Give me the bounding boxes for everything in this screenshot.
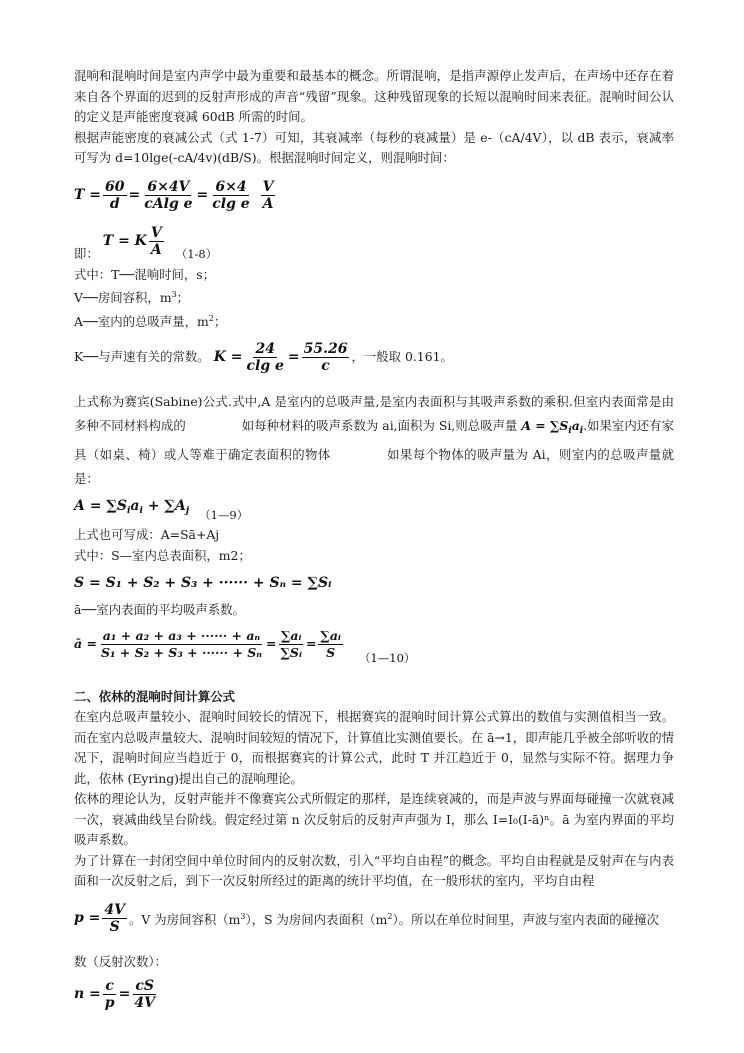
- equation-reflection-count: n = $\frac{c}{p}$ = $\frac{cS}{4V}$: [74, 977, 155, 1011]
- paragraph-eyring-intro: 在室内总吸声量较小、混响时间较长的情况下，根据赛宾的混响时间计算公式算出的数值与实测值相当一致。而在室内总吸声量较大、混响时间较短的情况下，计算值比实测值要长。在 ā→1，即声能几乎被全部听收的情况下，混响时间应当趋近于 0，而根据赛宾的计算公式，此时 T 并江趋近于 0，显然与实际不符。据理力争此，依林 (Eyring)提出自己的混响理论。: [74, 709, 674, 786]
- equation-1-9: $A = \sum S_ia_i + \sum A_j$ （1—9）: [74, 498, 249, 522]
- definition-a: A──室内的总吸声量，$m^2$；: [74, 313, 227, 329]
- definition-v: V──房间容积，$m^3$；: [74, 290, 190, 305]
- paragraph-decay-formula: 根据声能密度的衰减公式（式 1-7）可知，其衰减率（每秒的衰减量）是 e-（cA/4V），以 dB 表示，衰减率可写为 d=10lge(-cA/4v)(dB/S)。根据混响时间定义，则混响时间：: [74, 129, 674, 165]
- document-page: [74, 66, 674, 1016]
- paragraph-sabine: 上式称为赛宾(Sabine)公式.式中,A 是室内的总吸声量,是室内表面积与其吸声系数的乘积.但室内表面常是由多种不同材料构成的 如每种材料的吸声系数为 ai,面积为 Si,则总吸声量 $A = \sum S_ia_i$.如果室内还有家具（如桌、椅）或人等难于确定表面积的物体 如果每个物体的吸声量为 Ai，则室内的总吸声量就是：: [74, 394, 675, 486]
- definition-k: K──与声速有关的常数。 K = $\frac{24}{\text{clg e}}$ = $\frac{55.26}{c}$ ，一般取 0.161。: [74, 340, 453, 374]
- definition-mean-absorption: ā──室内表面的平均吸声系数。: [74, 602, 245, 617]
- equation-total-surface: S = S₁ + S₂ + S₃ + ······ + Sₙ = ∑Sᵢ: [74, 574, 332, 591]
- definition-t: 式中：T──混响时间，s；: [74, 266, 216, 282]
- equation-mean-free-path: p = $\frac{4V}{S}$ 。V 为房间容积$(m^3)$，S 为房间内表面积$(m^2)$。所以在单位时间里，声波与室内表面的碰撞次: [74, 902, 659, 935]
- equation-reverb-time: T = $\frac{60}{d}$ = $\frac{6\times 4V}{\text{cAlg e}}$ = $\frac{6\times 4}{\text{clg e}}$ $\frac{V}{A}$: [74, 179, 274, 212]
- equation-total-absorption: $A = \sum S_ia_i$: [521, 418, 584, 436]
- equation-1-10: ā = $\frac{\text{a₁ + a₂ + a₃ + ······ + aₙ}}{\text{S₁ + S₂ + S₃ + ······ + Sₙ}}$ = $\frac{\text{∑aᵢ}}{\text{∑Sᵢ}}$ = $\frac{\text{∑aᵢ}}{S}$ （1—10）: [74, 628, 416, 665]
- equation-1-8: 即： T = K $\frac{V}{A}$ （1-8）: [74, 225, 218, 261]
- section-heading-eyring: 二、依林的混响时间计算公式: [74, 688, 236, 704]
- definition-s: 式中：S—室内总表面积，m2；: [74, 547, 251, 563]
- paragraph-reflection-count: 数（反射次数）：: [74, 953, 167, 969]
- paragraph-alt-form: 上式也可写成：A=Sā+Aj: [74, 527, 220, 542]
- paragraph-mean-free-path: 为了计算在一封闭空间中单位时间内的反射次数，引入“平均自由程”的概念。平均自由程就是反射声在与内表面和一次反射之后，到下一次反射所经过的距离的统计平均值，在一般形状的室内，平均自由程: [74, 852, 674, 888]
- paragraph-eyring-theory: 依林的理论认为，反射声能并不像赛宾公式所假定的那样，是连续衰减的，而是声波与界面每碰撞一次就衰减一次，衰减曲线呈台阶线。假定经过第 n 次反射后的反射声声强为 I，那么 I=I₀(I-ā)ⁿ。ā 为室内界面的平均吸声系数。: [74, 791, 674, 847]
- paragraph-reverb-definition: 混响和混响时间是室内声学中最为重要和最基本的概念。所谓混响，是指声源停止发声后，在声场中还存在着来自各个界面的迟到的反射声形成的声音“残留”现象。这种残留现象的长短以混响时间来表征。混响时间公认的定义是声能密度衰减 60dB 所需的时间。: [74, 68, 674, 124]
